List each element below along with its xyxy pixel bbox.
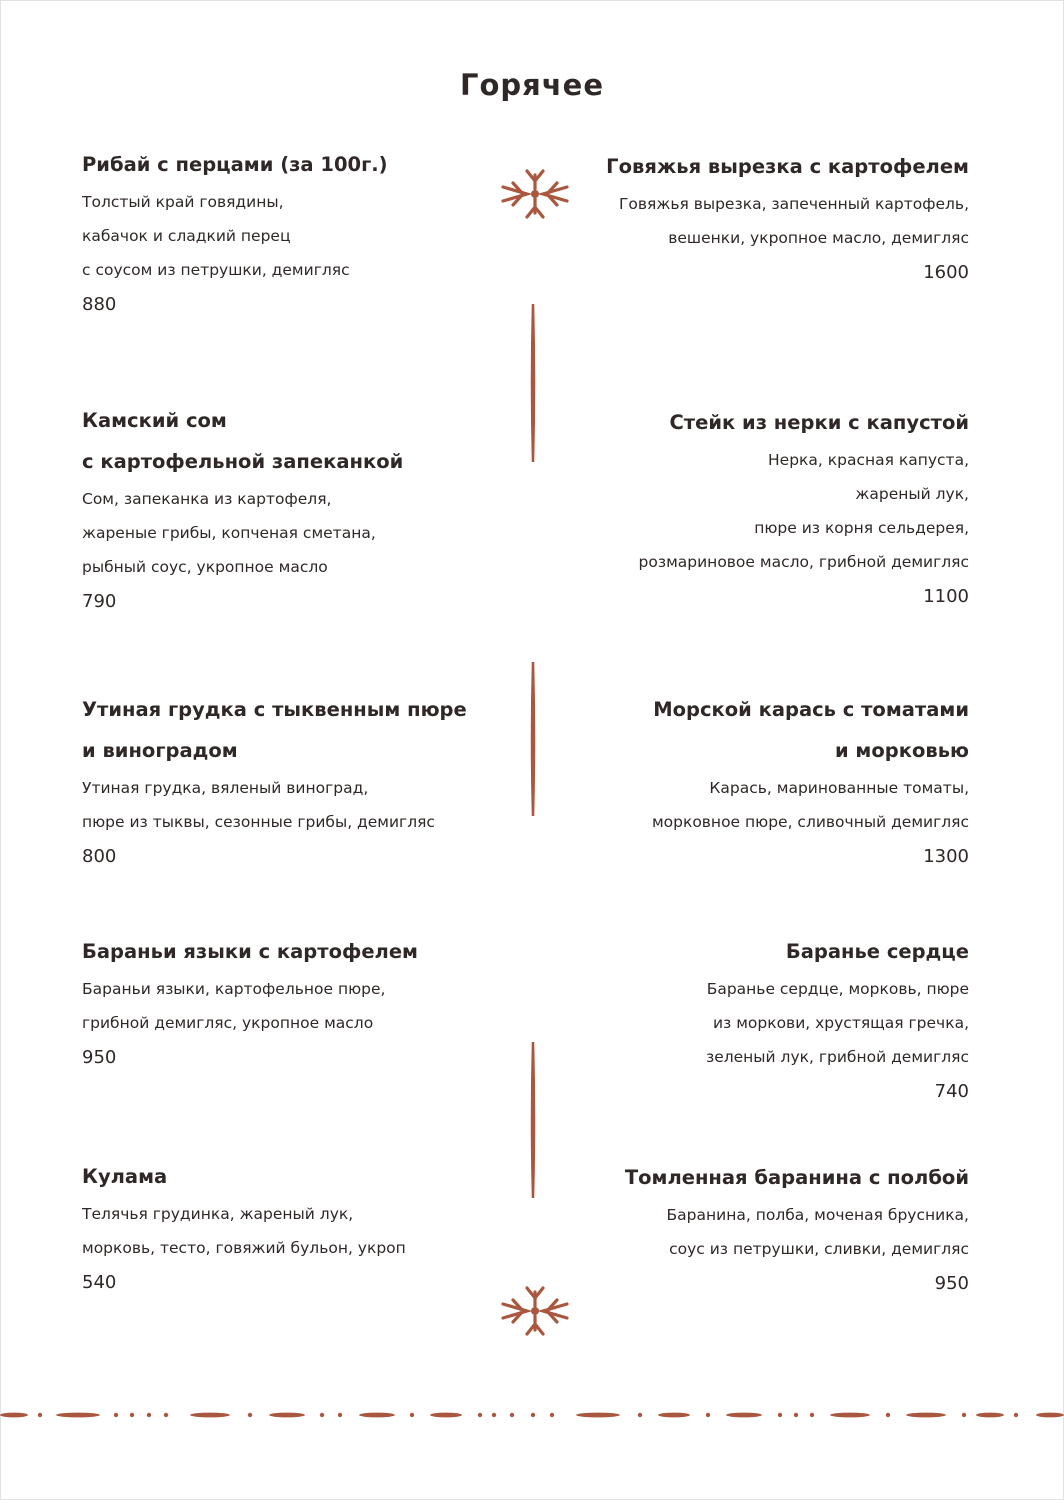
dish-name: Морской карась с томатами	[653, 698, 969, 721]
menu-item	[529, 689, 969, 874]
dish-name: Говяжья вырезка с картофелем	[606, 155, 969, 178]
dish-description: кабачок и сладкий перец	[82, 227, 291, 245]
dish-description: рыбный соус, укропное масло	[82, 558, 328, 576]
dish-name: Бараньи языки с картофелем	[82, 940, 418, 963]
dish-name: и виноградом	[82, 739, 238, 762]
dish-price: 540	[82, 1272, 117, 1293]
divider-line	[528, 1040, 538, 1200]
menu-item	[529, 146, 969, 290]
dish-price: 880	[82, 294, 117, 315]
dish-description: розмариновое масло, грибной демигляс	[638, 553, 969, 571]
dish-description: Толстый край говядины,	[82, 193, 284, 211]
menu-item	[529, 931, 969, 1109]
menu-item	[529, 1157, 969, 1301]
dish-name: с картофельной запеканкой	[82, 450, 404, 473]
dish-description: Карась, маринованные томаты,	[709, 779, 969, 797]
menu-item	[82, 400, 522, 619]
page-title: Горячее	[459, 68, 605, 102]
dish-description: жареный лук,	[855, 485, 969, 503]
dish-name: Рибай с перцами (за 100г.)	[82, 153, 388, 176]
dish-description: Нерка, красная капуста,	[768, 451, 969, 469]
dish-description: пюре из корня сельдерея,	[754, 519, 969, 537]
menu-item	[82, 144, 522, 322]
dish-price: 1600	[923, 262, 969, 283]
dish-price: 950	[82, 1047, 117, 1068]
dish-description: морковное пюре, сливочный демигляс	[651, 813, 969, 831]
dish-name: Томленная баранина с полбой	[624, 1166, 969, 1189]
dish-description: Утиная грудка, вяленый виноград,	[82, 779, 369, 797]
dish-name: Утиная грудка с тыквенным пюре	[82, 698, 467, 721]
dish-price: 800	[82, 846, 117, 867]
menu-item	[82, 931, 522, 1075]
dish-price: 1300	[923, 846, 969, 867]
dish-name: и морковью	[834, 739, 969, 762]
dish-name: Кулама	[82, 1165, 168, 1188]
menu-item	[529, 402, 969, 614]
ornament-star-top	[501, 167, 569, 221]
dish-price: 950	[934, 1273, 969, 1294]
dish-name: Баранье сердце	[785, 940, 969, 963]
dish-description: зеленый лук, грибной демигляс	[705, 1048, 969, 1066]
dish-price: 1100	[923, 586, 969, 607]
dish-description: вешенки, укропное масло, демигляс	[668, 229, 969, 247]
divider-line	[528, 302, 538, 464]
decorative-border	[0, 1404, 1064, 1426]
dish-description: с соусом из петрушки, демигляс	[82, 261, 350, 279]
dish-description: из моркови, хрустящая гречка,	[712, 1014, 969, 1032]
dish-description: Бараньи языки, картофельное пюре,	[82, 980, 386, 998]
dish-price: 740	[934, 1081, 969, 1102]
dish-description: пюре из тыквы, сезонные грибы, демигляс	[82, 813, 435, 831]
menu-item	[82, 689, 522, 874]
dish-description: грибной демигляс, укропное масло	[82, 1014, 374, 1032]
dish-description: Сом, запеканка из картофеля,	[82, 490, 332, 508]
ornament-star-bottom	[501, 1284, 569, 1338]
dish-price: 790	[82, 591, 117, 612]
menu-item	[82, 1156, 522, 1300]
dish-description: Баранье сердце, морковь, пюре	[706, 980, 969, 998]
dish-description: морковь, тесто, говяжий бульон, укроп	[82, 1239, 406, 1257]
dish-description: соус из петрушки, сливки, демигляс	[669, 1240, 969, 1258]
dish-name: Камский сом	[82, 409, 227, 432]
dish-description: Говяжья вырезка, запеченный картофель,	[618, 195, 969, 213]
dish-description: Телячья грудинка, жареный лук,	[82, 1205, 354, 1223]
dish-description: Баранина, полба, моченая брусника,	[666, 1206, 969, 1224]
dish-description: жареные грибы, копченая сметана,	[82, 524, 376, 542]
dish-name: Стейк из нерки с капустой	[669, 411, 969, 434]
divider-line	[528, 660, 538, 818]
